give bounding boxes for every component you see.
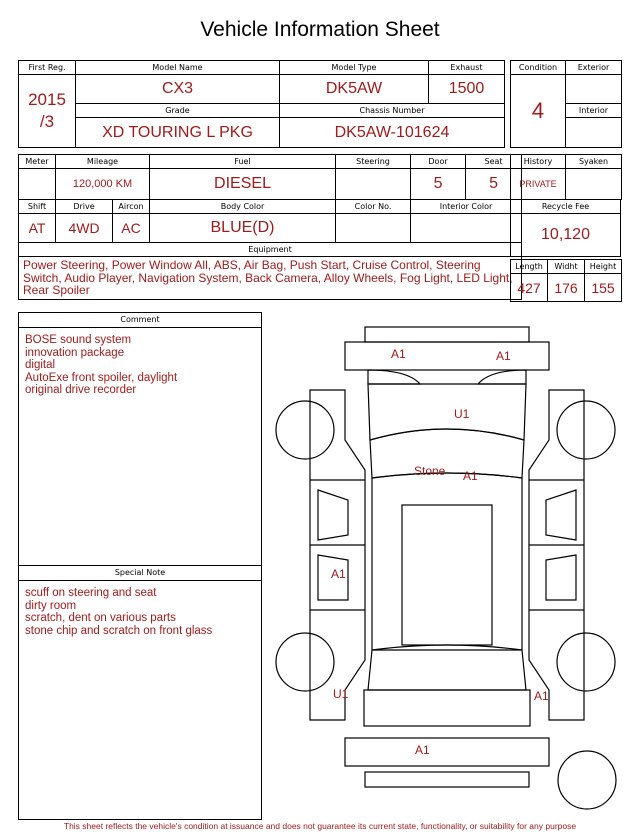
body-color-label: Body Color xyxy=(150,200,336,214)
condition-label: Condition xyxy=(511,61,566,75)
exhaust-value: 1500 xyxy=(429,75,505,104)
mark-rear-bumper: A1 xyxy=(415,743,430,757)
syaken-value xyxy=(566,169,622,200)
mileage-label: Mileage xyxy=(56,155,150,169)
length-label: Length xyxy=(511,260,548,274)
meter-label: Meter xyxy=(19,155,56,169)
wheel-rear-left xyxy=(276,633,334,691)
first-reg-year: 2015 xyxy=(28,90,66,109)
comment-label: Comment xyxy=(19,313,261,328)
comment-line: digital xyxy=(25,359,56,371)
steering-label: Steering xyxy=(336,155,411,169)
syaken-label: Syaken xyxy=(566,155,622,169)
specs-table xyxy=(18,154,522,300)
mark-rear-right: A1 xyxy=(534,689,549,703)
special-note-line: dirty room xyxy=(25,599,77,612)
model-type-label: Model Type xyxy=(280,61,429,75)
fuel-value: DIESEL xyxy=(150,169,336,200)
steering-value xyxy=(336,169,411,200)
first-reg-month: /3 xyxy=(39,112,55,131)
special-note-line: scuff on steering and seat xyxy=(25,587,157,599)
roof xyxy=(372,473,522,650)
chassis-label: Chassis Number xyxy=(280,104,505,118)
exterior-label: Exterior xyxy=(566,61,622,75)
height-value: 155 xyxy=(585,274,622,302)
mark-windshield: A1 xyxy=(463,469,478,483)
seat-label: Seat xyxy=(466,155,522,169)
first-reg-label: First Reg. xyxy=(19,61,76,75)
windshield xyxy=(370,429,524,478)
mark-front-left: A1 xyxy=(391,347,406,361)
chassis-value: DK5AW-101624 xyxy=(280,118,505,148)
right-front-window xyxy=(546,490,576,540)
comment-line: BOSE sound system xyxy=(25,334,132,346)
recycle-fee-label: Recycle Fee xyxy=(511,200,621,214)
exhaust-label: Exhaust xyxy=(429,61,505,75)
equipment-value: Power Steering, Power Window All, ABS, Air Bag, Push Start, Cruise Control, Steering Switch, Audio Player, Navigation System, Back Camera, Alloy Wheels, Fog Light, LED Light, Rear Spoiler xyxy=(19,257,522,300)
shift-value: AT xyxy=(19,214,56,243)
headlight-left xyxy=(368,370,420,384)
history-value: PRIVATE xyxy=(511,169,566,200)
recycle-fee-value: 10,120 xyxy=(511,214,621,257)
aircon-label: Aircon xyxy=(113,200,150,214)
door-label: Door xyxy=(411,155,466,169)
special-note-box xyxy=(18,565,262,820)
interior-label: Interior xyxy=(566,104,622,118)
drive-label: Drive xyxy=(56,200,113,214)
front-bumper xyxy=(345,342,549,370)
shift-label: Shift xyxy=(19,200,56,214)
comment-line: innovation package xyxy=(25,346,125,359)
rear-window xyxy=(368,645,526,690)
color-no-label: Color No. xyxy=(336,200,411,214)
sheet-title: Vehicle Information Sheet xyxy=(200,18,440,41)
interior-color-label: Interior Color xyxy=(411,200,522,214)
special-note-text xyxy=(19,581,261,643)
left-front-window xyxy=(318,490,348,540)
vehicle-info-table xyxy=(18,60,505,148)
headlight-right xyxy=(478,370,526,384)
color-no-value xyxy=(336,214,411,243)
width-label: Widht xyxy=(548,260,585,274)
first-reg-value xyxy=(19,75,76,148)
meter-value xyxy=(19,169,56,200)
wheel-front-right xyxy=(557,401,615,459)
mark-front-right: A1 xyxy=(496,349,511,363)
interior-value xyxy=(566,118,622,148)
interior-color-value xyxy=(411,214,522,243)
door-value: 5 xyxy=(411,169,466,200)
rear-bumper-bottom xyxy=(365,772,529,787)
model-name-value: CX3 xyxy=(76,75,280,104)
spare-wheel xyxy=(558,751,616,809)
front-bumper-top xyxy=(365,327,529,342)
aircon-value: AC xyxy=(113,214,150,243)
rear-bumper xyxy=(345,738,549,766)
hood xyxy=(368,384,526,440)
special-note-label: Special Note xyxy=(19,566,261,581)
wheel-front-left xyxy=(276,401,334,459)
mark-left-door: A1 xyxy=(331,567,346,581)
model-name-label: Model Name xyxy=(76,61,280,75)
mileage-value: 120,000 KM xyxy=(56,169,150,200)
condition-value: 4 xyxy=(511,75,566,148)
special-note-line: stone chip and scratch on front glass xyxy=(25,624,213,637)
mark-windshield-stone: Stone xyxy=(414,464,446,478)
special-note-line: scratch, dent on various parts xyxy=(25,612,176,624)
seat-value: 5 xyxy=(466,169,522,200)
disclaimer-footer: This sheet reflects the vehicle's condition at issuance and does not guarantee its current state, functionality, or suitability for any purpose xyxy=(63,821,577,831)
comment-box xyxy=(18,312,262,566)
comment-line: AutoExe front spoiler, daylight xyxy=(25,371,178,384)
comment-line: original drive recorder xyxy=(25,384,137,396)
comment-text xyxy=(19,328,261,403)
equipment-label: Equipment xyxy=(19,243,522,257)
history-table xyxy=(510,154,622,200)
grade-label: Grade xyxy=(76,104,280,118)
mark-hood: U1 xyxy=(454,407,470,421)
roof-panel xyxy=(402,505,492,645)
recycle-table xyxy=(510,199,621,257)
history-label: History xyxy=(511,155,566,169)
width-value: 176 xyxy=(548,274,585,302)
model-type-value: DK5AW xyxy=(280,75,429,104)
drive-value: 4WD xyxy=(56,214,113,243)
mark-rear-left: U1 xyxy=(333,687,349,701)
exterior-value xyxy=(566,75,622,104)
car-damage-diagram xyxy=(268,318,628,820)
length-value: 427 xyxy=(511,274,548,302)
fuel-label: Fuel xyxy=(150,155,336,169)
dimensions-table xyxy=(510,259,622,302)
grade-value: XD TOURING L PKG xyxy=(76,118,280,148)
height-label: Height xyxy=(585,260,622,274)
trunk xyxy=(364,690,530,726)
condition-table xyxy=(510,60,622,148)
wheel-rear-right xyxy=(557,633,615,691)
right-rear-window xyxy=(546,555,576,600)
body-color-value: BLUE(D) xyxy=(150,214,336,243)
